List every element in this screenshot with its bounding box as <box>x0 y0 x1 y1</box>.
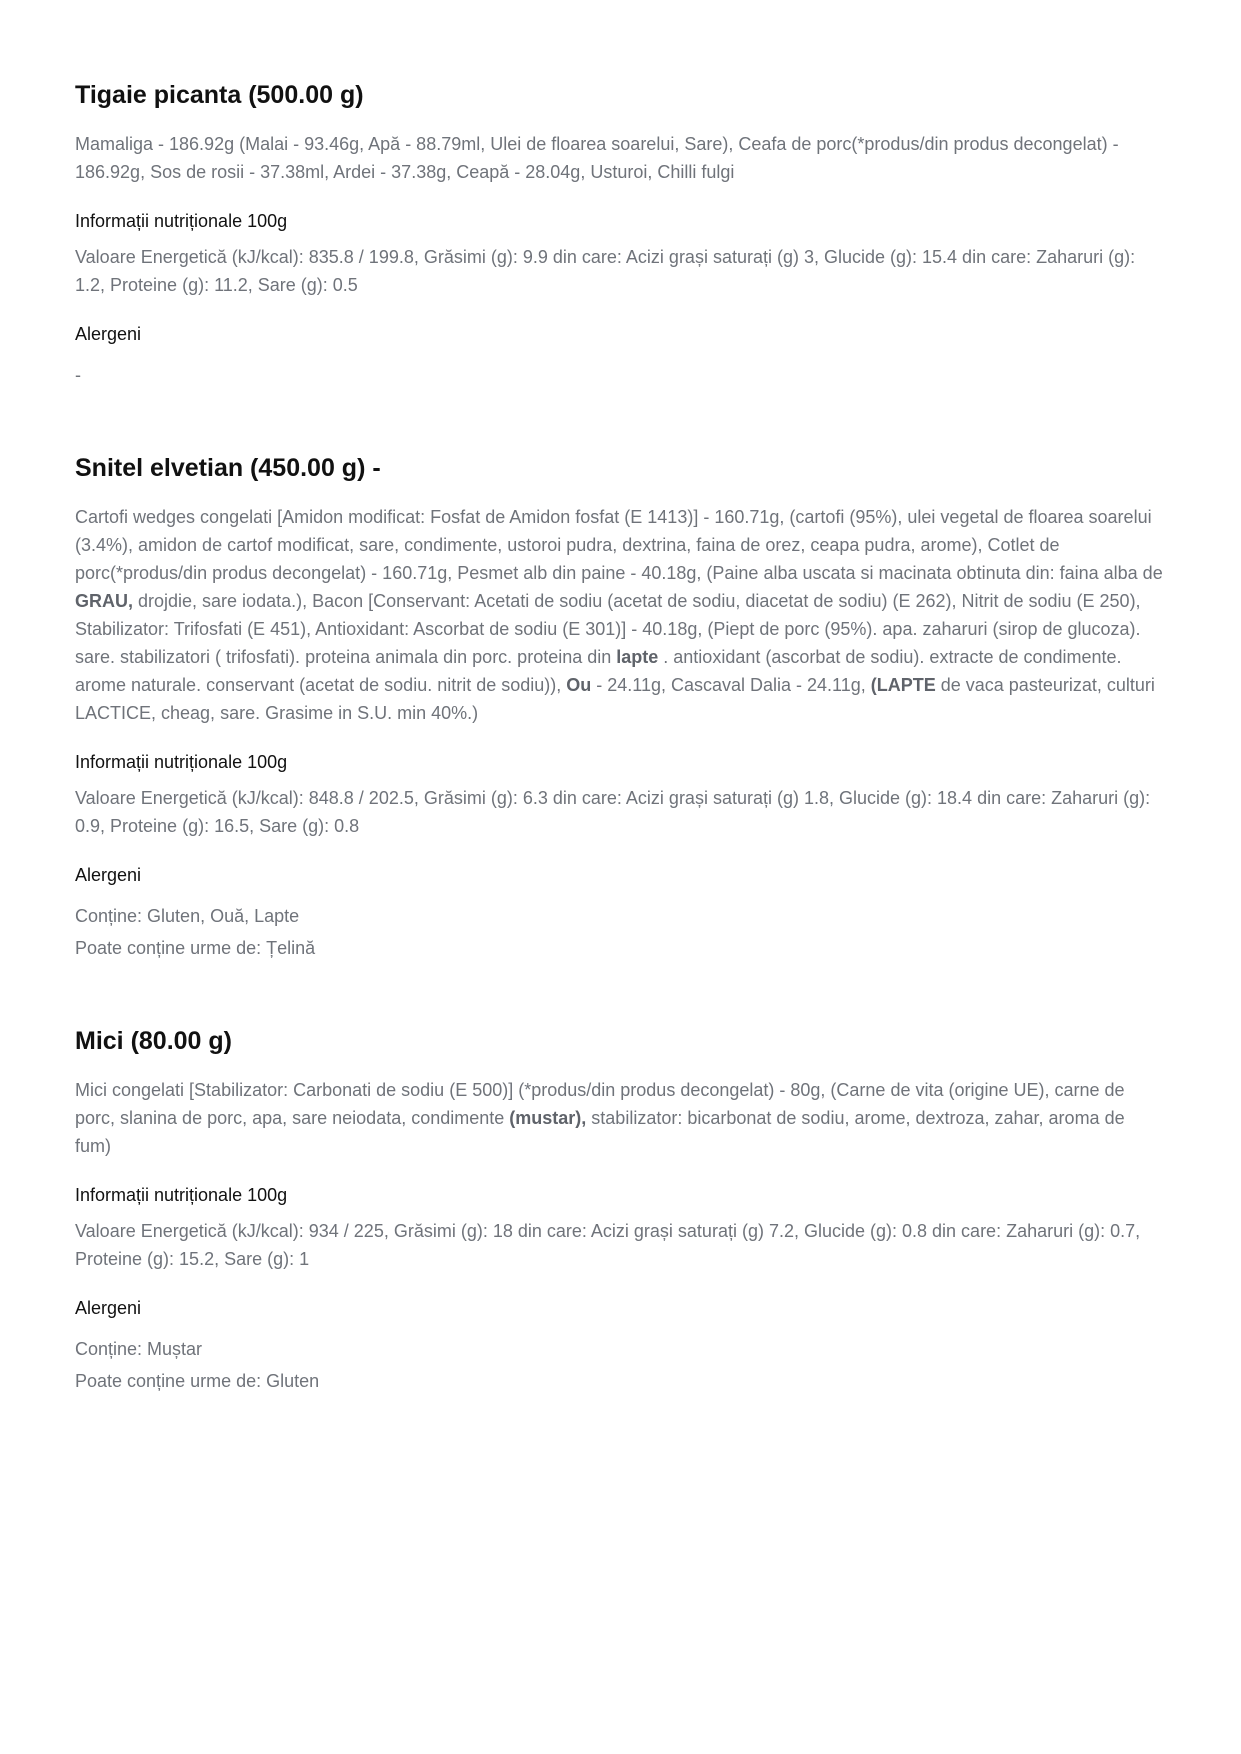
product-mici <box>75 1024 1165 1397</box>
nutrition-values: Valoare Energetică (kJ/kcal): 848.8 / 202.5, Grăsimi (g): 6.3 din care: Acizi grași saturați (g) 1.8, Glucide (g): 18.4 din care: Zaharuri (g): 0.9, Proteine (g): 16.5, Sare (g): 0.8 <box>75 788 1151 836</box>
menu-document <box>75 78 1165 1445</box>
ingredient-text: Cartofi wedges congelati [Amidon modificat: Fosfat de Amidon fosfat (E 1413)] - 160.71g, (cartofi (95%), ulei vegetal de floarea soarelui (3.4%), amidon de cartof modificat, sare, condimente, ustoroi pudra, dextrina, faina de orez, ceapa pudra, arome), Cotlet de porc(*produs/din produs decongelat) - 160.71g, Pesmet alb din paine - 40.18g, (Paine alba uscata si macinata obtinuta din: faina alba de <box>75 507 1163 583</box>
allergens-list <box>75 1333 1165 1397</box>
product-title: Mici (80.00 g) <box>75 1027 232 1055</box>
ingredient-text: - 24.11g, Cascaval Dalia - 24.11g, <box>591 675 871 695</box>
product-title: Snitel elvetian (450.00 g) - <box>75 454 381 482</box>
allergen-line: - <box>75 365 81 385</box>
ingredient-text: de vaca pasteurizat, culturi LACTICE, cheag, sare. Grasime in S.U. min 40%.) <box>75 675 1155 723</box>
product-tigaie-picanta <box>75 78 1165 391</box>
nutrition-heading: Informații nutriționale 100g <box>75 752 288 772</box>
nutrition-values: Valoare Energetică (kJ/kcal): 835.8 / 199.8, Grăsimi (g): 9.9 din care: Acizi grași saturați (g) 3, Glucide (g): 15.4 din care: Zaharuri (g): 1.2, Proteine (g): 11.2, Sare (g): 0.5 <box>75 247 1136 295</box>
ingredient-text: . antioxidant (ascorbat de sodiu). extracte de condimente. arome naturale. conservant (acetat de sodiu. nitrit de sodiu)), <box>75 647 1122 695</box>
allergens-heading: Alergeni <box>75 1298 142 1318</box>
allergen-highlight: GRAU, <box>75 591 133 611</box>
allergen-highlight: (LAPTE <box>870 675 936 695</box>
ingredient-text: drojdie, sare iodata.), Bacon [Conservant: Acetati de sodiu (acetat de sodiu, diacetat de sodiu) (E 262), Nitrit de sodiu (E 250), Stabilizator: Trifosfati (E 451), Antioxidant: Ascorbat de sodiu (E 301)] - 40.18g, (Piept de porc (95%). apa. zaharuri (sirop de glucoza). sare. stabilizatori ( trifosfati). proteina animala din porc. proteina din <box>75 591 1141 667</box>
allergen-highlight: (mustar), <box>509 1108 587 1128</box>
allergen-line: Conține: Gluten, Ouă, Lapte <box>75 906 300 926</box>
product-ingredients <box>75 503 1165 727</box>
allergen-line: Conține: Muștar <box>75 1339 203 1359</box>
ingredient-text: stabilizator: bicarbonat de sodiu, arome, dextroza, zahar, aroma de fum) <box>75 1108 1125 1156</box>
allergen-line: Poate conține urme de: Gluten <box>75 1371 320 1391</box>
ingredient-text: Mici congelati [Stabilizator: Carbonati de sodiu (E 500)] (*produs/din produs decongelat) - 80g, (Carne de vita (origine UE), carne de porc, slanina de porc, apa, sare neiodata, condimente <box>75 1080 1125 1128</box>
product-ingredients <box>75 1076 1165 1160</box>
allergens-list <box>75 900 1165 964</box>
allergen-line: Poate conține urme de: Țelină <box>75 938 316 958</box>
allergens-heading: Alergeni <box>75 865 142 885</box>
product-ingredients: Mamaliga - 186.92g (Malai - 93.46g, Apă - 88.79ml, Ulei de floarea soarelui, Sare), Ceafa de porc(*produs/din produs decongelat) - 186.92g, Sos de rosii - 37.38ml, Ardei - 37.38g, Ceapă - 28.04g, Usturoi, Chilli fulgi <box>75 134 1119 182</box>
allergens-heading: Alergeni <box>75 324 142 344</box>
product-snitel-elvetian <box>75 451 1165 964</box>
nutrition-values: Valoare Energetică (kJ/kcal): 934 / 225, Grăsimi (g): 18 din care: Acizi grași saturați (g) 7.2, Glucide (g): 0.8 din care: Zaharuri (g): 0.7, Proteine (g): 15.2, Sare (g): 1 <box>75 1221 1141 1269</box>
allergen-highlight: Ou <box>566 675 592 695</box>
allergen-highlight: lapte <box>616 647 659 667</box>
allergens-list <box>75 359 1165 391</box>
nutrition-heading: Informații nutriționale 100g <box>75 211 288 231</box>
nutrition-heading: Informații nutriționale 100g <box>75 1185 288 1205</box>
product-title: Tigaie picanta (500.00 g) <box>75 81 364 109</box>
